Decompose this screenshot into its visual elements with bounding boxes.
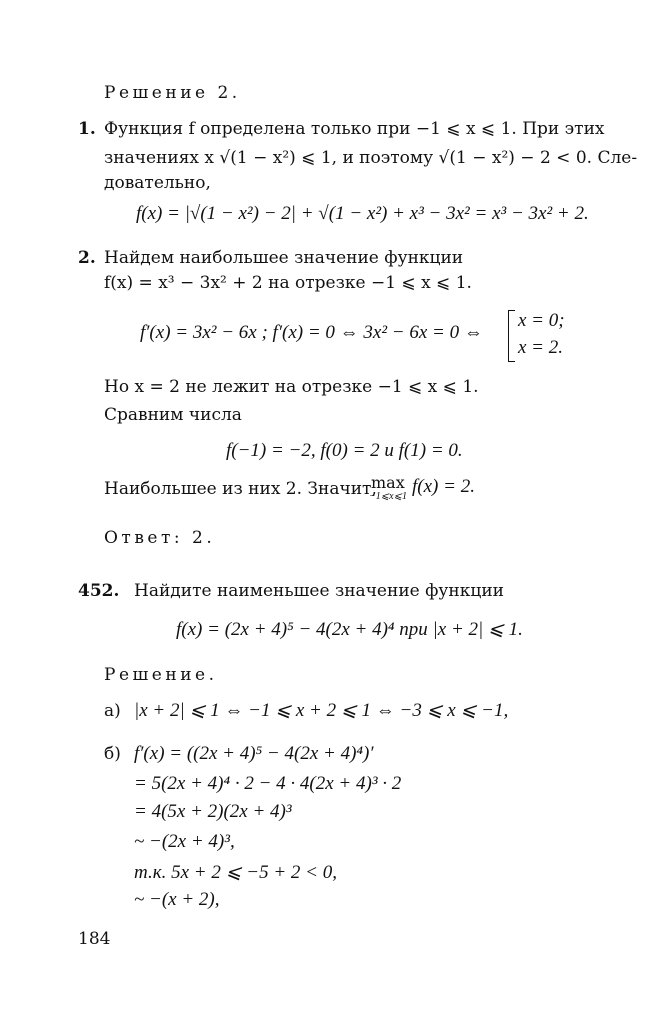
text-line: f(x) = x³ − 3x² + 2 на отрезке −1 ⩽ x ⩽ 1. <box>104 273 472 293</box>
formula: f(x) = |√(1 − x²) − 2| + √(1 − x²) + x³ − 3x² = x³ − 3x² + 2. <box>136 203 589 224</box>
text-line: Найдем наибольшее значение функции <box>104 248 464 268</box>
text-line: Но x = 2 не лежит на отрезке −1 ⩽ x ⩽ 1. <box>104 377 479 397</box>
step-number: 2. <box>78 248 96 268</box>
text-line: довательно, <box>104 173 211 193</box>
item-label: б) <box>104 744 121 764</box>
problem-text: Найдите наименьшее значение функции <box>134 581 504 601</box>
item-label: а) <box>104 701 121 721</box>
formula: f(−1) = −2, f(0) = 2 и f(1) = 0. <box>226 440 463 461</box>
text-line: значениях x √(1 − x²) ⩽ 1, и поэтому √(1 − x²) − 2 < 0. Сле- <box>104 148 638 168</box>
max-value: f(x) = 2. <box>412 476 475 497</box>
case-line: x = 2. <box>518 337 564 358</box>
case-line: x = 0; <box>518 310 565 331</box>
page-number: 184 <box>78 929 111 949</box>
solution-heading: Решение. <box>104 665 218 685</box>
formula: ~ −(x + 2), <box>134 889 220 910</box>
formula: |x + 2| ⩽ 1 ⇔ −1 ⩽ x + 2 ⩽ 1 ⇔ −3 ⩽ x ⩽ −1, <box>134 700 509 721</box>
derivative-formula: f′(x) = 3x² − 6x ; f′(x) = 0 ⇔ 3x² − 6x = 0 ⇔ <box>140 322 483 343</box>
problem-number: 452. <box>78 581 120 601</box>
text-line: Функция f определена только при −1 ⩽ x ⩽ 1. При этих <box>104 119 605 139</box>
text-line: Наибольшее из них 2. Значит, <box>104 479 377 499</box>
formula: f′(x) = ((2x + 4)⁵ − 4(2x + 4)⁴)′ <box>134 743 374 764</box>
problem-formula: f(x) = (2x + 4)⁵ − 4(2x + 4)⁴ при |x + 2| ⩽ 1. <box>176 619 523 640</box>
solution-heading: Решение 2. <box>104 83 241 103</box>
max-subscript: −1⩽x⩽1 <box>369 491 407 502</box>
max-operator: max <box>371 473 405 492</box>
text-line: Сравним числа <box>104 405 242 425</box>
formula: = 5(2x + 4)⁴ · 2 − 4 · 4(2x + 4)³ · 2 <box>134 773 402 794</box>
formula: т.к. 5x + 2 ⩽ −5 + 2 < 0, <box>134 862 337 883</box>
formula: ~ −(2x + 4)³, <box>134 831 235 852</box>
system-bracket <box>508 310 515 362</box>
answer: Ответ: 2. <box>104 528 216 548</box>
formula: = 4(5x + 2)(2x + 4)³ <box>134 801 292 822</box>
step-number: 1. <box>78 119 96 139</box>
